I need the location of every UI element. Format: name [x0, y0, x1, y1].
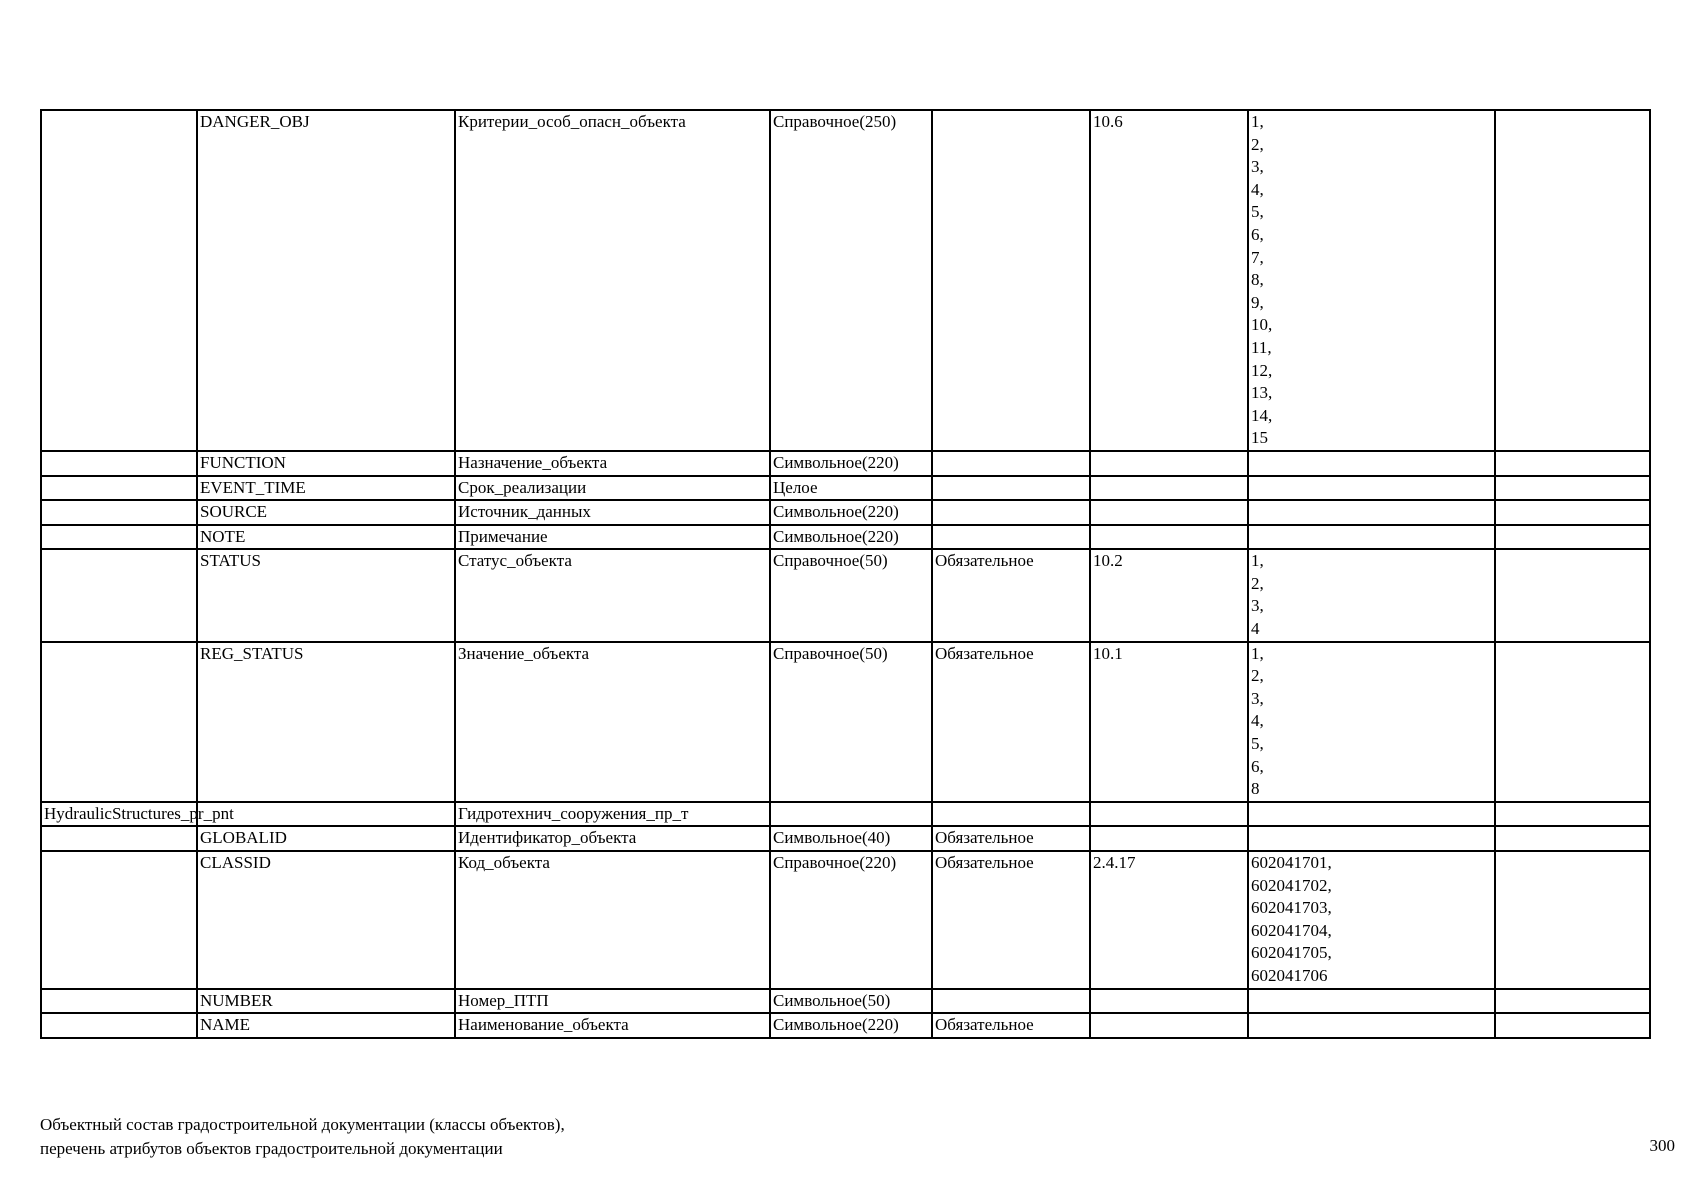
note-cell [1495, 525, 1650, 550]
field-alias-cell: Код_объекта [455, 851, 770, 989]
values-cell [1248, 989, 1495, 1014]
attributes-table [40, 109, 1651, 1039]
field-name-cell: EVENT_TIME [197, 476, 455, 501]
field-type-cell: Символьное(220) [770, 451, 932, 476]
values-cell [1248, 802, 1495, 827]
field-name-cell: REG_STATUS [197, 642, 455, 802]
field-type-cell: Символьное(220) [770, 1013, 932, 1038]
reference-cell: 10.1 [1090, 642, 1248, 802]
table-row [41, 826, 1650, 851]
note-cell [1495, 110, 1650, 451]
field-alias-cell: Значение_объекта [455, 642, 770, 802]
footer-line-1: Объектный состав градостроительной документации (классы объектов), [40, 1115, 565, 1134]
field-type-cell: Справочное(50) [770, 642, 932, 802]
table-row [41, 989, 1650, 1014]
required-cell [932, 476, 1090, 501]
note-cell [1495, 500, 1650, 525]
values-cell: 1, 2, 3, 4, 5, 6, 8 [1248, 642, 1495, 802]
note-cell [1495, 451, 1650, 476]
reference-cell [1090, 476, 1248, 501]
page-footer [40, 1113, 565, 1161]
field-alias-cell: Источник_данных [455, 500, 770, 525]
required-cell [932, 525, 1090, 550]
class-name-cell [41, 989, 197, 1014]
field-alias-cell: Критерии_особ_опасн_объекта [455, 110, 770, 451]
field-type-cell: Символьное(50) [770, 989, 932, 1014]
field-alias-cell: Статус_объекта [455, 549, 770, 641]
note-cell [1495, 1013, 1650, 1038]
values-cell [1248, 1013, 1495, 1038]
note-cell [1495, 476, 1650, 501]
required-cell: Обязательное [932, 549, 1090, 641]
reference-cell [1090, 1013, 1248, 1038]
table-row [41, 525, 1650, 550]
required-cell [932, 110, 1090, 451]
class-name-cell [41, 642, 197, 802]
required-cell: Обязательное [932, 642, 1090, 802]
class-name-cell [41, 851, 197, 989]
required-cell: Обязательное [932, 826, 1090, 851]
class-name-cell [41, 826, 197, 851]
field-alias-cell: Идентификатор_объекта [455, 826, 770, 851]
note-cell [1495, 549, 1650, 641]
field-alias-cell: Назначение_объекта [455, 451, 770, 476]
note-cell [1495, 826, 1650, 851]
table-row [41, 851, 1650, 989]
field-name-cell: DANGER_OBJ [197, 110, 455, 451]
class-name-cell [41, 549, 197, 641]
field-type-cell: Символьное(220) [770, 500, 932, 525]
table-row [41, 802, 1650, 827]
note-cell [1495, 989, 1650, 1014]
field-type-cell: Символьное(220) [770, 525, 932, 550]
field-type-cell: Справочное(50) [770, 549, 932, 641]
attributes-table-body [41, 110, 1650, 1038]
note-cell [1495, 802, 1650, 827]
required-cell [932, 989, 1090, 1014]
table-row [41, 110, 1650, 451]
required-cell [932, 802, 1090, 827]
footer-line-2: перечень атрибутов объектов градостроительной документации [40, 1139, 503, 1158]
field-name-cell: GLOBALID [197, 826, 455, 851]
class-name-cell: HydraulicStructures_pr_pnt [41, 802, 197, 827]
reference-cell [1090, 451, 1248, 476]
field-alias-cell: Примечание [455, 525, 770, 550]
values-cell [1248, 525, 1495, 550]
class-name-cell [41, 451, 197, 476]
table-row [41, 476, 1650, 501]
values-cell [1248, 451, 1495, 476]
values-cell [1248, 476, 1495, 501]
required-cell: Обязательное [932, 851, 1090, 989]
class-name-cell [41, 110, 197, 451]
note-cell [1495, 642, 1650, 802]
class-name-cell [41, 500, 197, 525]
reference-cell [1090, 989, 1248, 1014]
required-cell: Обязательное [932, 1013, 1090, 1038]
table-row [41, 451, 1650, 476]
reference-cell: 2.4.17 [1090, 851, 1248, 989]
required-cell [932, 451, 1090, 476]
field-name-cell: NAME [197, 1013, 455, 1038]
class-name-cell [41, 476, 197, 501]
field-name-cell [197, 802, 455, 827]
values-cell: 602041701, 602041702, 602041703, 602041704, 602041705, 602041706 [1248, 851, 1495, 989]
required-cell [932, 500, 1090, 525]
reference-cell [1090, 525, 1248, 550]
table-row [41, 642, 1650, 802]
values-cell [1248, 826, 1495, 851]
field-name-cell: FUNCTION [197, 451, 455, 476]
reference-cell: 10.2 [1090, 549, 1248, 641]
table-row [41, 549, 1650, 641]
note-cell [1495, 851, 1650, 989]
field-name-cell: SOURCE [197, 500, 455, 525]
reference-cell [1090, 826, 1248, 851]
reference-cell: 10.6 [1090, 110, 1248, 451]
class-name-cell [41, 1013, 197, 1038]
field-alias-cell: Номер_ПТП [455, 989, 770, 1014]
field-type-cell: Символьное(40) [770, 826, 932, 851]
values-cell [1248, 500, 1495, 525]
table-row [41, 500, 1650, 525]
field-name-cell: NUMBER [197, 989, 455, 1014]
field-alias-cell: Срок_реализации [455, 476, 770, 501]
field-name-cell: STATUS [197, 549, 455, 641]
field-type-cell: Справочное(250) [770, 110, 932, 451]
reference-cell [1090, 802, 1248, 827]
values-cell: 1, 2, 3, 4, 5, 6, 7, 8, 9, 10, 11, 12, 13, 14, 15 [1248, 110, 1495, 451]
field-alias-cell: Гидротехнич_сооружения_пр_т [455, 802, 770, 827]
field-type-cell: Справочное(220) [770, 851, 932, 989]
class-name-cell [41, 525, 197, 550]
values-cell: 1, 2, 3, 4 [1248, 549, 1495, 641]
page-number: 300 [1649, 1136, 1675, 1155]
field-type-cell: Целое [770, 476, 932, 501]
field-alias-cell: Наименование_объекта [455, 1013, 770, 1038]
field-name-cell: NOTE [197, 525, 455, 550]
reference-cell [1090, 500, 1248, 525]
field-name-cell: CLASSID [197, 851, 455, 989]
field-type-cell [770, 802, 932, 827]
table-row [41, 1013, 1650, 1038]
